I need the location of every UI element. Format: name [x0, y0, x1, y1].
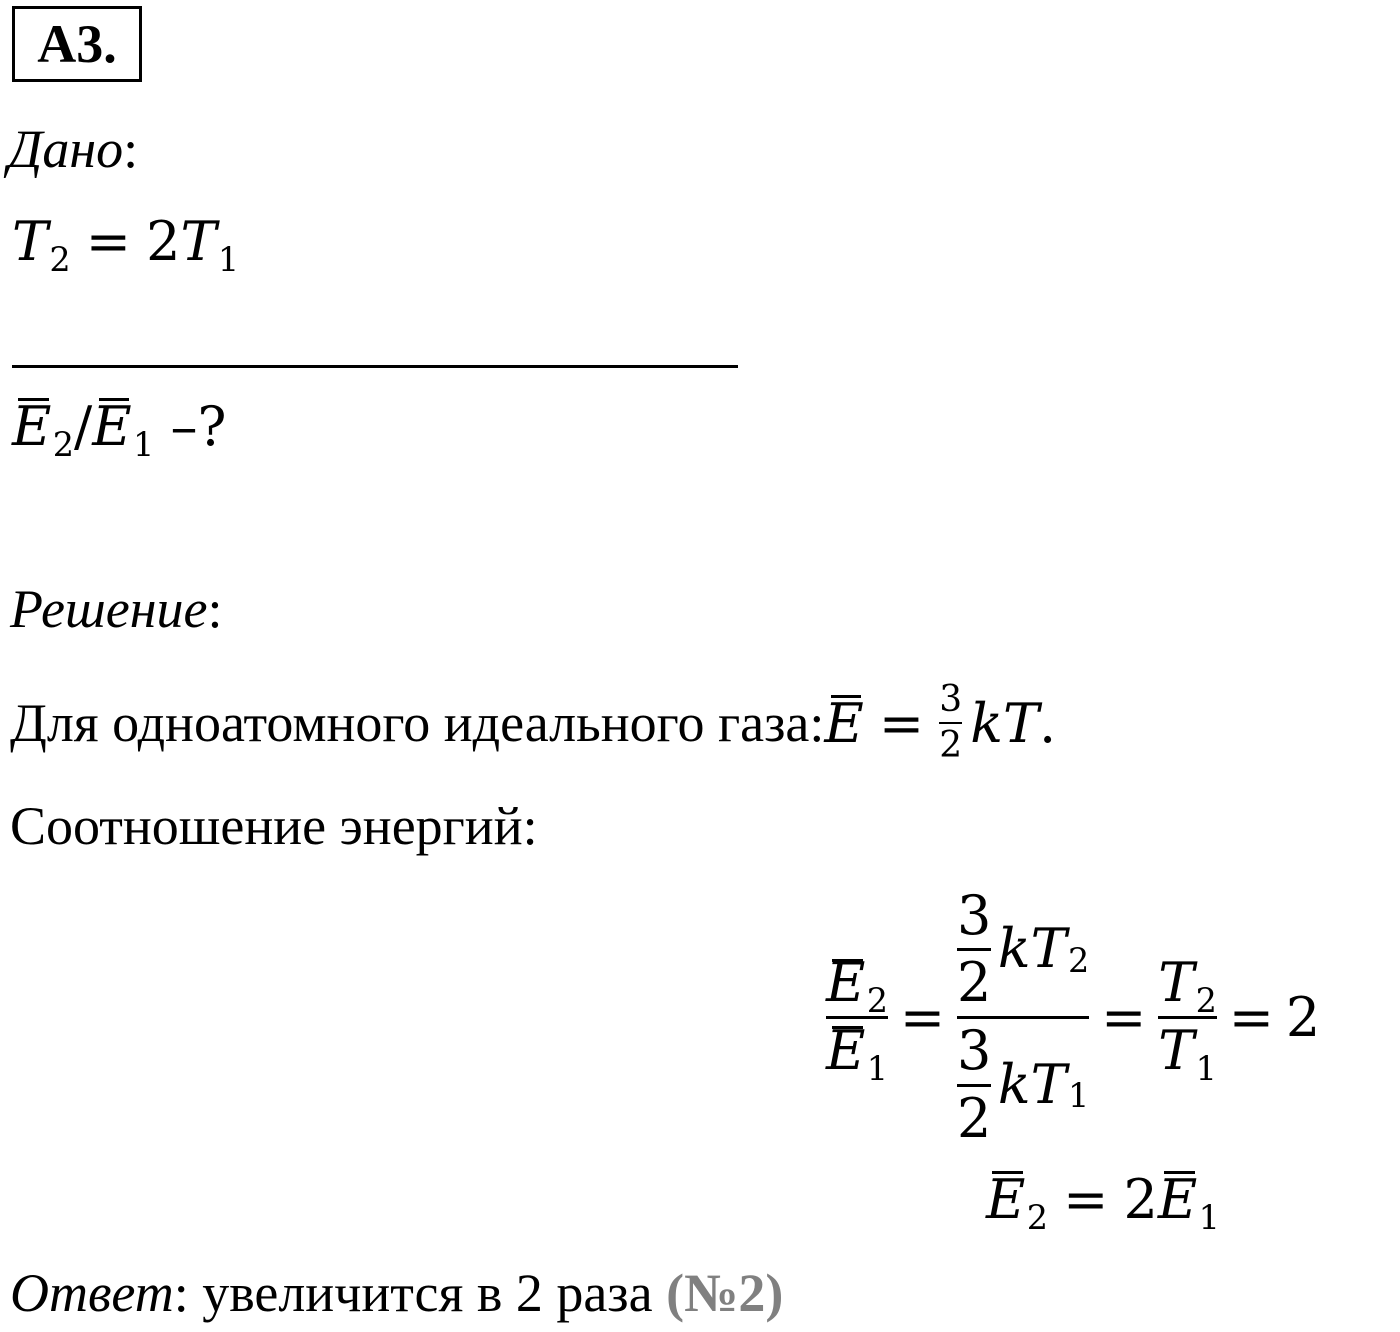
solution-line-1	[10, 668, 1056, 778]
answer-heading: Ответ	[10, 1263, 174, 1323]
ratio-equation	[826, 885, 1400, 1150]
ratio-mid-den	[957, 1019, 1090, 1150]
ratio-lhs-num-symbol: E	[826, 951, 866, 1015]
ratio-mid-den-coef-num: 3	[957, 1019, 992, 1082]
ratio-mid-den-sub: 1	[1067, 1076, 1090, 1116]
ratio-lhs-num	[826, 951, 889, 1021]
fraction-line	[939, 722, 962, 724]
ratio-temp-den	[1158, 1019, 1217, 1088]
unknown-suffix: –?	[170, 395, 227, 458]
final-lhs-sub: 2	[1026, 1197, 1049, 1237]
energy-formula-rhs: kT	[970, 691, 1040, 755]
solution-line-2: Соотношение энергий:	[10, 796, 538, 856]
given-equals: =	[85, 210, 132, 273]
ratio-lhs-den	[826, 1019, 889, 1088]
ratio-mid-num-sub: 2	[1067, 940, 1090, 980]
ratio-lhs-fraction	[826, 951, 889, 1088]
ratio-temp-num	[1158, 951, 1217, 1021]
given-heading-text: Дано	[8, 119, 124, 179]
ratio-mid-num	[957, 883, 1090, 1015]
ratio-temp-den-symbol: T	[1158, 1019, 1195, 1082]
given-rhs-sub: 1	[217, 239, 240, 279]
fraction-denominator: 2	[939, 725, 963, 766]
final-coef: 2	[1123, 1168, 1158, 1231]
ratio-temp-den-sub: 1	[1195, 1048, 1217, 1088]
ratio-mid-fraction	[957, 883, 1090, 1150]
given-divider	[12, 365, 738, 368]
given-coef: 2	[146, 210, 181, 273]
solution-line-1-text: Для одноатомного идеального газа:	[10, 693, 825, 753]
unknown-num-sub: 2	[52, 424, 75, 464]
given-condition	[12, 210, 240, 279]
unknown-den-sub: 1	[133, 424, 155, 464]
given-rhs: T	[180, 210, 217, 273]
final-equation	[986, 1168, 1220, 1237]
ratio-mid-den-kt: kT	[997, 1052, 1067, 1116]
ratio-mid-num-coef	[957, 883, 992, 1015]
unknown-quantity	[12, 395, 227, 464]
final-lhs: E	[986, 1168, 1026, 1231]
final-equals: =	[1063, 1168, 1109, 1231]
ratio-result: 2	[1285, 986, 1321, 1049]
solution-heading	[10, 578, 223, 640]
answer-reference: (№2)	[666, 1263, 784, 1323]
answer-colon: :	[173, 1263, 189, 1323]
solution-colon: :	[207, 579, 223, 639]
solution-heading-text: Решение	[10, 579, 208, 639]
energy-formula	[824, 681, 1056, 765]
energy-formula-equals: =	[878, 691, 925, 755]
ratio-lhs-den-sub: 1	[866, 1048, 889, 1088]
energy-formula-lhs: E	[824, 691, 864, 755]
ratio-equals-1: =	[899, 986, 946, 1049]
problem-number: A3.	[12, 6, 142, 82]
energy-formula-end: .	[1039, 691, 1057, 755]
ratio-mid-num-kt: kT	[997, 917, 1067, 981]
final-rhs-sub: 1	[1198, 1197, 1220, 1237]
unknown-slash: /	[74, 395, 93, 458]
fraction-numerator: 3	[939, 679, 963, 721]
ratio-lhs-num-sub: 2	[866, 981, 889, 1021]
ratio-temp-num-sub: 2	[1195, 981, 1217, 1021]
given-colon: :	[123, 119, 139, 179]
ratio-lhs-den-symbol: E	[826, 1019, 866, 1082]
energy-formula-fraction	[939, 681, 962, 765]
ratio-temp-fraction	[1158, 951, 1217, 1088]
ratio-mid-den-coef	[957, 1019, 992, 1150]
ratio-mid-num-coef-den: 2	[957, 951, 992, 1015]
ratio-equals-3: =	[1228, 986, 1275, 1049]
unknown-den: E	[92, 395, 132, 458]
ratio-mid-den-coef-den: 2	[957, 1086, 992, 1150]
given-heading	[8, 118, 138, 180]
given-lhs: T	[12, 210, 49, 273]
ratio-equals-2: =	[1101, 986, 1147, 1049]
answer-text: увеличится в 2 раза	[188, 1263, 667, 1323]
answer-line	[10, 1262, 783, 1324]
ratio-temp-num-symbol: T	[1158, 951, 1195, 1015]
ratio-mid-num-coef-num: 3	[957, 883, 992, 947]
final-rhs: E	[1157, 1168, 1198, 1231]
given-lhs-sub: 2	[49, 239, 71, 279]
unknown-num: E	[12, 395, 52, 458]
